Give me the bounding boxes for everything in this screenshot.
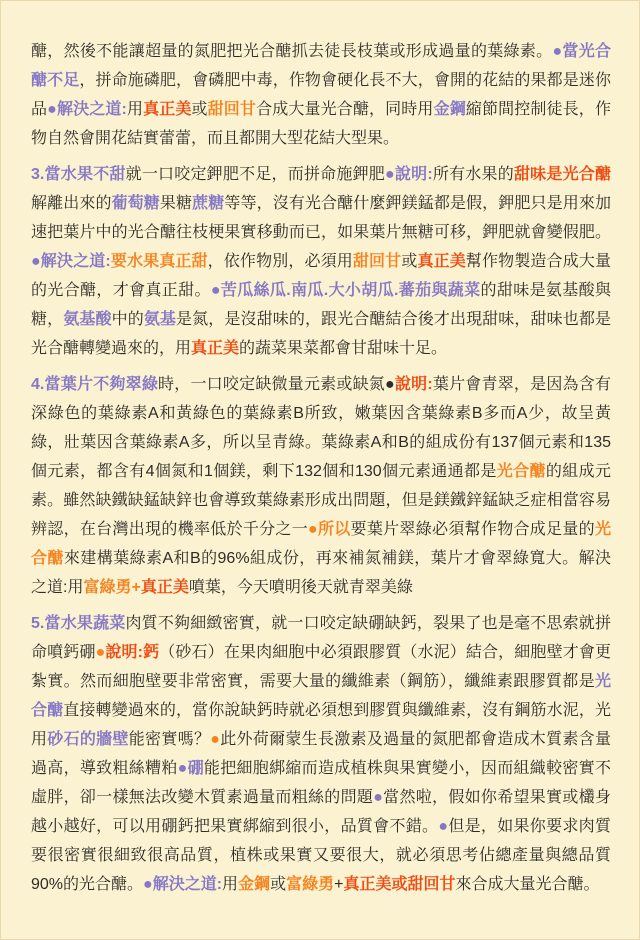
text-segment: ● [385, 376, 395, 393]
text-segment: 氨基酸 [63, 311, 112, 328]
text-segment: 或 [191, 101, 208, 118]
text-segment: 的組成元素。雖然缺鐵缺錳缺鋅也會導致葉綠素形成出問題，但是鎂鐵鋅錳缺乏症相當容易辨認，在台灣出現的機率低於千分之一 [31, 463, 611, 538]
text-segment: 真正美 [417, 253, 466, 270]
text-segment: ●當光合醣不足 [31, 43, 611, 89]
text-segment: 直接轉變過來的，當你說缺鈣時就必須想到膠質與纖維素，沒有鋼筋水泥，光用 [31, 702, 611, 748]
text-segment: 用 [126, 101, 144, 118]
text-segment: ●解決之道: [31, 253, 111, 270]
text-segment: ，依作物別，必須用 [207, 253, 353, 270]
text-segment: 的蔬菜果菜都會甘甜味十足。 [239, 340, 448, 357]
paragraph [31, 370, 611, 602]
text-segment: ，拼命施磷肥，會磷肥中毒，作物會硬化長不大，會開的花結的果都是迷你品 [31, 72, 611, 118]
text-segment: 真正美 [140, 579, 189, 596]
text-segment: 3.當水果不甜 [31, 166, 126, 183]
text-segment: 光合醣 [31, 521, 611, 567]
text-segment: ●所以 [308, 521, 351, 538]
text-segment: 所有水果的 [432, 166, 514, 183]
text-segment: 的甜味是氨基酸與糖， [31, 282, 611, 328]
text-segment: 說明:鈣 [105, 644, 160, 661]
text-segment: 金鋼 [238, 876, 271, 893]
text-segment: 真正美 [143, 101, 192, 118]
text-segment: 光合醣 [496, 463, 546, 480]
text-segment: ●苦瓜絲瓜.南瓜.大小胡瓜.蕃茄與蔬菜 [210, 282, 481, 299]
text-segment: 金鋼 [433, 101, 466, 118]
text-segment: 幫作物製造合成大量的光合醣，才會真正甜。 [31, 253, 611, 299]
text-segment: 解離出來的 [31, 195, 112, 212]
text-segment: + [334, 876, 344, 893]
text-segment: ●說明: [385, 166, 433, 183]
text-segment: 富綠勇 [286, 876, 335, 893]
text-segment: 光合醣 [31, 673, 611, 719]
text-segment: 甜味是光合醣 [513, 166, 611, 183]
text-segment: 來合成大量光合醣。 [455, 876, 600, 893]
paragraph [31, 37, 611, 153]
text-segment: 甜回甘 [352, 253, 402, 270]
text-segment: ●硼 [177, 760, 204, 777]
paragraph [31, 160, 611, 363]
text-segment: 能把細胞綁縮而造成植株與果實變小，因而組織較密實不虛胖，卻一樣無法改變木質素過量而粗絲的問題 [31, 760, 611, 806]
text-segment: 醣，然後不能讓超量的氮肥把光合醣抓去徒長枝葉或形成過量的葉綠素。 [31, 43, 553, 60]
text-segment: 是氮，是沒甜味的，跟光合醣結合後才出現甜味，甜味也都是光合醣轉變過來的，用 [31, 311, 611, 357]
text-segment: ● [373, 789, 384, 806]
text-segment: 等等，沒有光合醣什麼鉀鎂錳都是假，鉀肥只是用來加速把葉片中的光合醣往枝梗果實移動而已，如果葉片無糖可移，鉀肥就會變假肥。 [31, 195, 611, 241]
text-segment: ●解決之道: [143, 876, 223, 893]
text-segment: 用 [222, 876, 239, 893]
text-segment: 真正美或甜回甘 [343, 876, 456, 893]
text-segment: 5.當水果蔬菜 [31, 615, 126, 632]
text-segment: 4.當葉片不夠翠綠 [31, 376, 159, 393]
text-segment: 氨基 [143, 311, 177, 328]
text-segment: 時，一口咬定缺微量元素或缺氮 [158, 376, 386, 393]
text-segment: 砂石的牆壁 [47, 731, 129, 748]
text-segment: 或 [401, 253, 418, 270]
text-segment: 就一口咬定鉀肥不足，而拼命施鉀肥 [125, 166, 386, 183]
text-segment: 但是，如果你要求肉質要很密實很細致很高品質，植株或果實又要很大，就必須思考佔總產量與總品質90%的光合醣。 [31, 818, 611, 893]
text-segment: ● [95, 644, 106, 661]
text-segment: ● [438, 818, 449, 835]
text-segment: 此外荷爾蒙生長激素及過量的氮肥都會造成木質素含量過高，導致粗絲糟粕 [31, 731, 611, 777]
text-segment: 縮節間控制徒長，作物自然會開花結實蕾蕾，而且都開大型花結大型果。 [31, 101, 611, 147]
text-segment: 果糖 [159, 195, 193, 212]
text-segment: 當然啦，假如你希望果實或欉身越小越好，可以用硼鈣把果實綁縮到很小，品質會不錯。 [31, 789, 611, 835]
text-segment: 合成大量光合醣，同時用 [256, 101, 434, 118]
text-segment: 富綠勇+ [83, 579, 141, 596]
text-segment: 中的 [111, 311, 144, 328]
text-segment: ● [210, 731, 221, 748]
text-segment: 葡萄糖 [111, 195, 160, 212]
text-segment: 要水果真正甜 [110, 253, 208, 270]
text-segment: （砂石）在果肉細胞中必須跟膠質（水泥）結合，細胞壁才會更紮實。然而細胞壁要非常密實，需要大量的纖維素（鋼筋），纖維素跟膠質都是 [31, 644, 611, 690]
text-segment: 葉片會青翠，是因為含有深綠色的葉綠素A和黃綠色的葉綠素B所致，嫩葉因含葉綠素B多而A少，故呈黃綠，壯葉因含葉綠素A多，所以呈青綠。葉綠素A和B的組成份有137個元素和135個元素，都含有4個氮和1個鎂，剩下132個和130個元素通通都是 [31, 376, 611, 480]
text-segment: 說明: [394, 376, 433, 393]
paragraph [31, 609, 611, 899]
text-segment: 真正美 [191, 340, 240, 357]
text-segment: 要葉片翠綠必須幫作物合成足量的 [350, 521, 595, 538]
text-segment: 蔗糖 [192, 195, 225, 212]
text-segment: 能密實嗎？ [128, 731, 211, 748]
text-segment: 噴葉，今天噴明後天就青翠美綠 [188, 579, 413, 596]
text-segment: 來建構葉綠素A和B的96%組成份，再來補氮補鎂，葉片才會翠綠寬大。解決之道:用 [31, 550, 611, 596]
text-segment: 肉質不夠細緻密實，就一口咬定缺硼缺鈣，裂果了也是毫不思索就拼命噴鈣硼 [31, 615, 611, 661]
text-segment: ●解決之道: [47, 101, 127, 118]
text-segment: 或 [270, 876, 287, 893]
text-segment: 甜回甘 [207, 101, 257, 118]
document-text-body [1, 1, 640, 899]
